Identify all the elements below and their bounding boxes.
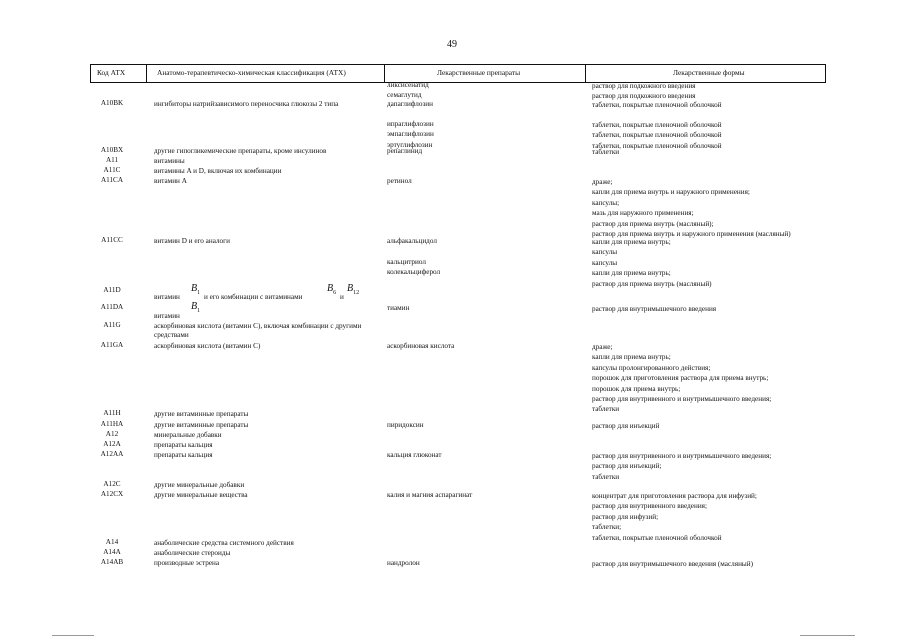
drug-name: колекальциферол	[387, 268, 441, 277]
vitamin-b-text: витамин	[154, 293, 180, 301]
vitamin-b1-text: витамин	[154, 312, 180, 320]
drug-name: репаглинид	[387, 147, 423, 155]
col-rule	[90, 64, 91, 82]
atc-classification: витамины A и D, включая их комбинации	[154, 167, 282, 175]
drug-list	[387, 177, 582, 187]
atc-classification: анаболические стероиды	[154, 549, 231, 557]
atc-code: A11G	[103, 321, 121, 329]
dosage-forms	[592, 342, 832, 415]
atc-classification: витамин D и его аналоги	[154, 237, 230, 245]
drug-name: эмпаглифлозин	[387, 130, 434, 139]
drug-list	[387, 100, 582, 110]
dosage-form: мазь для наружного применения;	[592, 209, 694, 218]
atc-classification: анаболические средства системного действия	[154, 539, 294, 547]
drug-name: аскорбиновая кислота	[387, 342, 455, 350]
dosage-forms	[592, 100, 832, 110]
footer-rule	[52, 635, 94, 636]
atc-classification: витамины	[154, 157, 185, 165]
atc-code: A11D	[103, 286, 121, 294]
dosage-form: капли для приема внутрь;	[592, 269, 671, 278]
dosage-forms	[592, 304, 832, 314]
dosage-form: раствор для внутривенного введения;	[592, 502, 707, 511]
col-rule	[384, 64, 385, 82]
dosage-form: драже;	[592, 343, 613, 351]
dosage-form: раствор для подкожного введения	[592, 82, 696, 90]
drug-name: тиамин	[387, 304, 410, 312]
drug-name: эртуглифлозин	[387, 140, 433, 149]
atc-code: A11GA	[100, 341, 124, 349]
dosage-form: раствор для инъекций;	[592, 462, 662, 471]
atc-code: A10BX	[100, 146, 124, 154]
dosage-forms	[592, 491, 832, 543]
drug-name: калия и магния аспарагинат	[387, 491, 473, 499]
atc-classification: другие минеральные добавки	[154, 481, 245, 489]
dosage-forms	[592, 451, 832, 482]
drug-name: дапаглифлозин	[387, 100, 433, 108]
atc-code: A11H	[103, 409, 121, 417]
atc-classification	[154, 283, 379, 301]
vitamin-symbol: $B_{12}$	[347, 283, 360, 296]
dosage-form: капсулы пролонгированного действия;	[592, 363, 711, 372]
atc-code: A12C	[103, 480, 121, 488]
header-top-rule	[90, 64, 826, 65]
dosage-form: раствор для внутривенного и внутримышечного введения;	[592, 452, 772, 460]
atc-classification: ингибиторы натрийзависимого переносчика глюкозы 2 типа	[154, 100, 339, 108]
drug-list	[387, 304, 582, 314]
dosage-form: капли для приема внутрь;	[592, 353, 671, 362]
atc-classification: другие витаминные препараты	[154, 421, 249, 429]
drug-name: пиридоксин	[387, 421, 424, 429]
dosage-forms	[592, 421, 832, 431]
dosage-form: таблетки	[592, 148, 620, 156]
drug-name: нандролон	[387, 559, 420, 567]
vitamin-b-text: и	[340, 293, 344, 301]
vitamin-b1-label	[154, 301, 274, 320]
atc-classification	[154, 301, 379, 320]
atc-code: A10BK	[100, 99, 124, 107]
header-code: Код АТХ	[97, 68, 126, 77]
page-number: 49	[447, 39, 457, 50]
dosage-forms	[592, 147, 832, 157]
dosage-form: капсулы;	[592, 198, 620, 207]
atc-classification: препараты кальция	[154, 451, 213, 459]
drug-name: альфакальцидол	[387, 237, 437, 245]
dosage-forms	[592, 177, 832, 239]
dosage-form: порошок для приема внутрь;	[592, 384, 681, 393]
header-forms: Лекарственные формы	[673, 68, 745, 77]
dosage-form: таблетки;	[592, 523, 622, 532]
drug-list	[387, 421, 582, 431]
vitamin-symbol: $B_1$	[191, 283, 201, 296]
atc-classification: другие витаминные препараты	[154, 410, 249, 418]
dosage-form: раствор для приема внутрь и наружного применения (масляный)	[592, 230, 791, 239]
vitamin-b-text: и его комбинации с витаминами	[204, 293, 303, 301]
atc-classification: аскорбиновая кислота (витамин C)	[154, 342, 261, 350]
atc-classification: минеральные добавки	[154, 431, 222, 439]
footer-rule	[800, 635, 855, 636]
drug-list	[387, 81, 582, 102]
dosage-form: капли для приема внутрь;	[592, 238, 671, 246]
atc-classification: другие минеральные вещества	[154, 491, 248, 499]
dosage-form: таблетки, покрытые пленочной оболочкой	[592, 121, 722, 129]
dosage-form: таблетки, покрытые пленочной оболочкой	[592, 131, 722, 140]
atc-code: A11CC	[101, 236, 123, 244]
dosage-form: раствор для внутримышечного введения (масляный)	[592, 560, 753, 568]
atc-classification: аскорбиновая кислота (витамин C), включая комбинации с другими средствами	[154, 322, 362, 339]
atc-code: A14AB	[100, 558, 124, 566]
atc-code: A11C	[103, 166, 121, 174]
dosage-form: таблетки	[592, 472, 620, 481]
dosage-form: таблетки, покрытые пленочной оболочкой	[592, 141, 722, 150]
drug-list	[387, 559, 582, 569]
vitamin-symbol-subscript: 1	[197, 290, 201, 296]
atc-classification: препараты кальция	[154, 441, 213, 449]
drug-name: семаглутид	[387, 91, 422, 100]
vitamin-symbol: $B_1$	[191, 301, 201, 314]
atc-code: A12CX	[100, 490, 124, 498]
col-rule	[825, 64, 826, 82]
dosage-form: капли для приема внутрь и наружного применения;	[592, 188, 750, 197]
dosage-form: порошок для приготовления раствора для приема внутрь;	[592, 374, 769, 383]
drug-list	[387, 342, 582, 352]
drug-list	[387, 451, 582, 461]
dosage-forms	[592, 559, 832, 569]
drug-name: ретинол	[387, 177, 412, 185]
header-drugs: Лекарственные препараты	[437, 68, 521, 77]
col-rule	[146, 64, 147, 82]
dosage-form: раствор для внутривенного и внутримышечного введения;	[592, 395, 772, 404]
atc-code: A11CA	[100, 176, 124, 184]
dosage-form: раствор для подкожного введения	[592, 92, 696, 101]
dosage-form: раствор для инъекций	[592, 422, 660, 430]
atc-code: A11	[105, 156, 119, 164]
drug-name: ликсисенатид	[387, 81, 429, 89]
dosage-form: таблетки, покрытые пленочной оболочкой	[592, 101, 722, 109]
atc-code: A11DA	[100, 303, 124, 311]
vitamin-symbol: $B_6$	[327, 283, 337, 296]
dosage-form: раствор для инфузий;	[592, 512, 659, 521]
dosage-forms	[592, 81, 832, 102]
dosage-form: концентрат для приготовления раствора для инфузий;	[592, 492, 757, 500]
atc-classification: другие гипогликемические препараты, кроме инсулинов	[154, 147, 327, 155]
drug-name: кальция глюконат	[387, 451, 442, 459]
header-classification: Анатомо-терапевтическо-химическая классификация (АТХ)	[157, 68, 346, 77]
dosage-form: таблетки, покрытые пленочной оболочкой	[592, 533, 722, 542]
drug-list	[387, 147, 582, 157]
drug-name: ипраглифлозин	[387, 120, 434, 128]
atc-code: A14A	[103, 548, 121, 556]
atc-classification: производные эстрена	[154, 559, 220, 567]
drug-name	[387, 247, 582, 257]
atc-code: A14	[105, 538, 119, 546]
dosage-form: раствор для приема внутрь (масляный);	[592, 219, 714, 228]
drug-list	[387, 237, 582, 279]
vitamin-symbol-subscript: 6	[333, 290, 337, 296]
atc-code: A12AA	[100, 450, 124, 458]
vitamin-b-combination	[154, 283, 379, 301]
atc-code: A11HA	[100, 420, 124, 428]
dosage-forms	[592, 237, 832, 289]
atc-code: A12A	[103, 440, 121, 448]
drug-name: кальцитриол	[387, 257, 426, 266]
dosage-form: капсулы	[592, 248, 618, 257]
col-rule	[585, 64, 586, 82]
drug-list	[387, 491, 582, 501]
atc-code: A12	[105, 430, 119, 438]
dosage-form: драже;	[592, 178, 613, 186]
dosage-form: раствор для приема внутрь (масляный)	[592, 279, 712, 288]
vitamin-symbol-subscript: 12	[353, 290, 360, 296]
atc-classification: витамин A	[154, 177, 187, 185]
vitamin-symbol-subscript: 1	[197, 308, 201, 314]
dosage-form: раствор для внутримышечного введения	[592, 305, 717, 313]
dosage-form: капсулы	[592, 258, 618, 267]
dosage-form: таблетки	[592, 405, 620, 414]
